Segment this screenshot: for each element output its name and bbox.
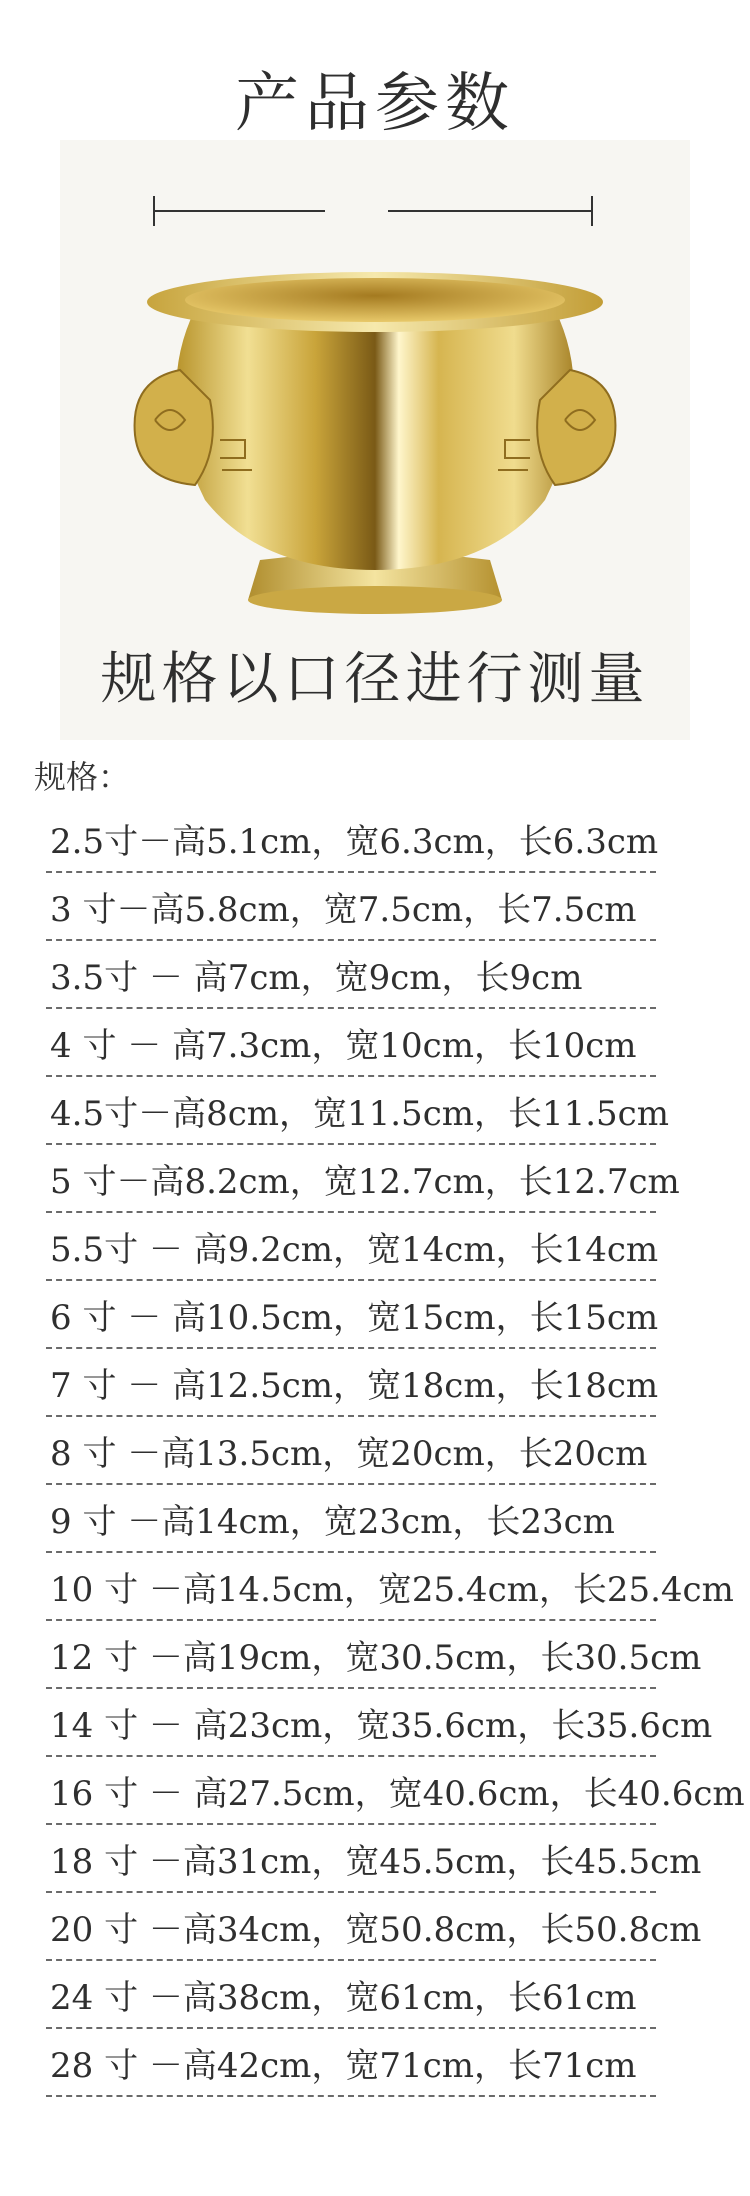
spec-row: 12 寸 －高19cm，宽30.5cm，长30.5cm <box>46 1621 656 1689</box>
spec-list <box>46 805 745 2097</box>
spec-row: 8 寸 －高13.5cm，宽20cm，长20cm <box>46 1417 656 1485</box>
spec-row: 3.5寸 － 高7cm，宽9cm，长9cm <box>46 941 656 1009</box>
spec-row: 10 寸 －高14.5cm，宽25.4cm，长25.4cm <box>46 1553 656 1621</box>
spec-row: 5 寸－高8.2cm，宽12.7cm，长12.7cm <box>46 1145 656 1213</box>
spec-row: 16 寸 － 高27.5cm，宽40.6cm，长40.6cm <box>46 1757 656 1825</box>
brass-incense-burner-icon <box>110 270 640 630</box>
spec-row: 28 寸 －高42cm，宽71cm，长71cm <box>46 2029 656 2097</box>
spec-row: 18 寸 －高31cm，宽45.5cm，长45.5cm <box>46 1825 656 1893</box>
diameter-measure-line <box>153 196 593 226</box>
spec-row: 24 寸 －高38cm，宽61cm，长61cm <box>46 1961 656 2029</box>
spec-row: 5.5寸 － 高9.2cm，宽14cm，长14cm <box>46 1213 656 1281</box>
spec-row: 2.5寸－高5.1cm，宽6.3cm，长6.3cm <box>46 805 656 873</box>
spec-row: 7 寸 － 高12.5cm，宽18cm，长18cm <box>46 1349 656 1417</box>
spec-row: 4.5寸－高8cm，宽11.5cm，长11.5cm <box>46 1077 656 1145</box>
spec-row: 4 寸 － 高7.3cm，宽10cm，长10cm <box>46 1009 656 1077</box>
product-image <box>110 270 640 630</box>
page-title: 产品参数 <box>235 67 515 141</box>
spec-heading: 规格： <box>34 758 131 796</box>
spec-row: 3 寸－高5.8cm，宽7.5cm，长7.5cm <box>46 873 656 941</box>
spec-row: 20 寸 －高34cm，宽50.8cm，长50.8cm <box>46 1893 656 1961</box>
spec-row: 9 寸 －高14cm，宽23cm，长23cm <box>46 1485 656 1553</box>
spec-row: 6 寸 － 高10.5cm，宽15cm，长15cm <box>46 1281 656 1349</box>
spec-row: 14 寸 － 高23cm，宽35.6cm，长35.6cm <box>46 1689 656 1757</box>
measurement-caption: 规格以口径进行测量 <box>100 647 650 712</box>
